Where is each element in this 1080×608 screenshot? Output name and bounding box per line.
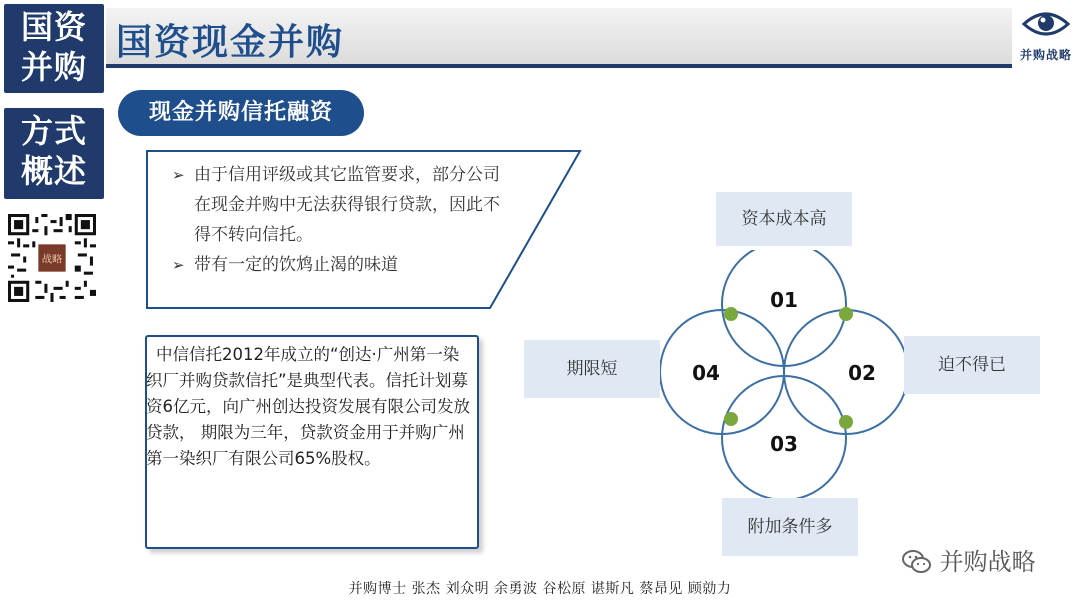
label-top: 资本成本高 — [716, 192, 852, 246]
circle-label-02: 02 — [848, 361, 876, 385]
sidebar-tile-line: 方式 — [20, 112, 87, 150]
qr-stamp-text: 战略 — [41, 253, 63, 266]
list-item — [172, 250, 508, 280]
title-underline — [106, 64, 1012, 68]
bullet-text: 由于信用评级或其它监管要求，部分公司在现金并购中无法获得银行贷款，因此不得不转向信托。 — [194, 165, 500, 245]
four-circle-diagram — [660, 250, 910, 500]
label-left: 期限短 — [524, 340, 660, 398]
arrow-bullet-icon: ➢ — [172, 166, 185, 184]
label-bottom: 附加条件多 — [722, 498, 858, 556]
sidebar-tile-fangshi — [4, 108, 104, 199]
page-title: 国资现金并购 — [116, 22, 345, 63]
connector-dot — [724, 412, 738, 426]
case-text: 中信信托2012年成立的“创达·广州第一染织厂并购贷款信托”是典型代表。信托计划募资6亿元，向广州创达投资发展有限公司发放贷款， 期限为三年，贷款资金用于并购广州第一染织厂有限公司65%股权。 — [146, 345, 470, 468]
circle-label-04: 04 — [692, 361, 720, 385]
eye-icon — [1021, 6, 1071, 42]
author-footer: 并购博士 张杰 刘众明 余勇波 谷松原 谌斯凡 蔡昂见 顾勍力 — [348, 581, 732, 597]
sidebar-tile-guozi — [4, 4, 104, 93]
sidebar-tile-line: 概述 — [20, 152, 87, 190]
bullet-list — [172, 160, 508, 280]
arrow-bullet-icon: ➢ — [172, 256, 185, 274]
sidebar-tile-line: 国资 — [20, 8, 87, 46]
bullet-text: 带有一定的饮鸩止渴的味道 — [194, 255, 398, 275]
wechat-watermark — [902, 542, 1036, 577]
label-right: 迫不得已 — [904, 336, 1040, 394]
circle-label-03: 03 — [770, 432, 798, 456]
connector-dot — [839, 415, 853, 429]
list-item — [172, 160, 508, 250]
circle-04 — [660, 310, 784, 434]
watermark-text: 并购战略 — [939, 548, 1036, 576]
connector-dot — [724, 307, 738, 321]
wechat-icon — [902, 549, 932, 575]
section-subtitle: 现金并购信托融资 — [118, 90, 364, 136]
sidebar-tile-line: 并购 — [20, 48, 87, 86]
logo-text: 并购战略 — [1019, 48, 1072, 62]
title-bar — [106, 8, 1012, 64]
brand-logo — [1018, 6, 1074, 66]
connector-dot — [839, 307, 853, 321]
circle-label-01: 01 — [770, 288, 798, 312]
qr-code — [8, 214, 96, 302]
